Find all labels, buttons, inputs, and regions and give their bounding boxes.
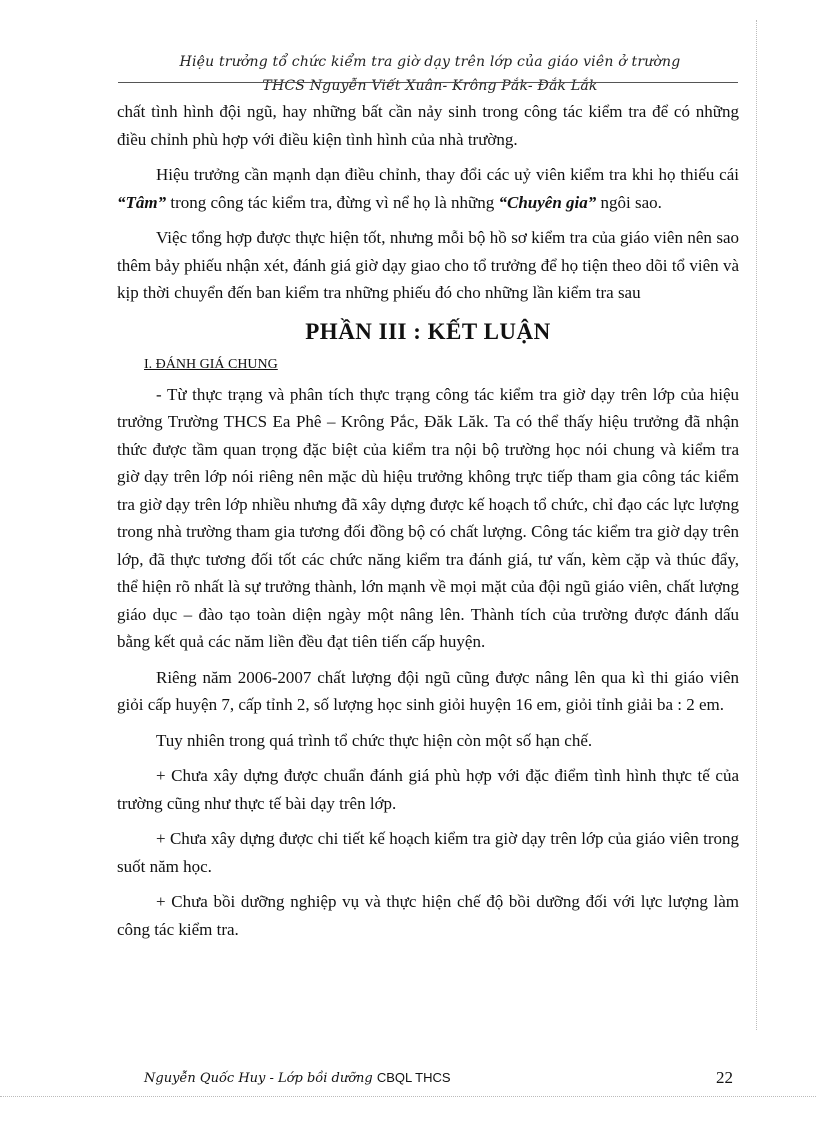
page-border-bottom bbox=[0, 1096, 816, 1097]
page-footer bbox=[144, 1070, 451, 1086]
header-rule bbox=[118, 82, 738, 83]
paragraph-tam-bold1: “Tâm” bbox=[117, 192, 167, 212]
page-header bbox=[110, 50, 750, 98]
footer-course: CBQL THCS bbox=[376, 1070, 451, 1085]
paragraph-tonghop: Việc tổng hợp được thực hiện tốt, nhưng mỗi bộ hồ sơ kiểm tra của giáo viên nên sao thêm bảy phiếu nhận xét, đánh giá giờ dạy giao cho tổ trưởng để họ tiện theo dõi tổ viên và kịp thời chuyển đến ban kiểm tra những phiếu đó cho những lần kiểm tra sau bbox=[117, 228, 739, 302]
page-border-right bbox=[756, 20, 757, 1030]
paragraph-body: - Từ thực trạng và phân tích thực trạng công tác kiểm tra giờ dạy trên lớp của hiệu trưởng Trường THCS Ea Phê – Krông Pắc, Đăk Lăk. Ta có thể thấy hiệu trưởng đã nhận thức được tầm quan trọng đặc biệt của kiểm tra nội bộ trường học nói chung và kiểm tra giờ dạy trên lớp nói riêng nên mặc dù hiệu trưởng không trực tiếp tham gia công tác kiểm tra giờ dạy trên lớp nhiều nhưng đã xây dựng được kế hoạch tổ chức, chỉ đạo các lực lượng trong nhà trường tham gia tương đối đồng bộ có chất lượng. Công tác kiểm tra giờ dạy trên lớp, đã thực tương đối tốt các chức năng kiểm tra đánh giá, tư vấn, kèm cặp và thúc đẩy, thể hiện rõ nhất là sự trưởng thành, lớn mạnh về mọi mặt của đội ngũ giáo viên, chất lượng giáo dục – đào tạo toàn diện ngày một nâng lên. Thành tích của trường được đánh dấu bằng kết quả các năm liền đều đạt tiên tiến cấp huyện. bbox=[117, 384, 739, 651]
section-heading: I. ĐÁNH GIÁ CHUNG bbox=[144, 356, 278, 372]
paragraph-tam-bold2: “Chuyên gia” bbox=[498, 192, 597, 212]
paragraph-body: + Chưa bồi dưỡng nghiệp vụ và thực hiện chế độ bồi dưỡng đối với lực lượng làm công tác kiểm tra. bbox=[117, 892, 739, 939]
paragraph-tam bbox=[117, 161, 739, 216]
paragraph-tam-before: Hiệu trưởng cần mạnh dạn điều chỉnh, thay đổi các uỷ viên kiểm tra khi họ thiếu cái bbox=[156, 165, 739, 184]
page-content bbox=[117, 98, 739, 951]
page-number: 22 bbox=[716, 1068, 733, 1087]
paragraph-tam-after: ngôi sao. bbox=[596, 192, 662, 212]
paragraph-continuation: chất tình hình đội ngũ, hay những bất cần nảy sinh trong công tác kiểm tra để có những điều chỉnh phù hợp với điều kiện tình hình của nhà trường. bbox=[117, 102, 739, 149]
paragraph-body: Riêng năm 2006-2007 chất lượng đội ngũ cũng được nâng lên qua kì thi giáo viên giỏi cấp huyện 7, cấp tỉnh 2, số lượng học sinh giỏi huyện 16 em, giỏi tỉnh giải ba : 2 em. bbox=[117, 667, 739, 714]
part-title: PHẦN III : KẾT LUẬN bbox=[305, 318, 551, 344]
paragraph-tam-middle: trong công tác kiểm tra, đừng vì nể họ là những bbox=[166, 192, 499, 212]
header-line-1: Hiệu trưởng tổ chức kiểm tra giờ dạy trên lớp của giáo viên ở trường bbox=[179, 54, 681, 70]
header-line-2: THCS Nguyễn Viết Xuân- Krông Pắk- Đắk Lắk bbox=[262, 78, 598, 94]
paragraph-body: + Chưa xây dựng được chi tiết kế hoạch kiểm tra giờ dạy trên lớp của giáo viên trong suốt năm học. bbox=[117, 829, 739, 876]
paragraph-body: Tuy nhiên trong quá trình tổ chức thực hiện còn một số hạn chế. bbox=[156, 730, 593, 750]
footer-author: Nguyễn Quốc Huy - Lớp bồi dưỡng bbox=[144, 1071, 377, 1086]
paragraph-body: + Chưa xây dựng được chuẩn đánh giá phù hợp với đặc điểm tình hình thực tế của trường cũng như thực tế bài dạy trên lớp. bbox=[117, 766, 739, 813]
